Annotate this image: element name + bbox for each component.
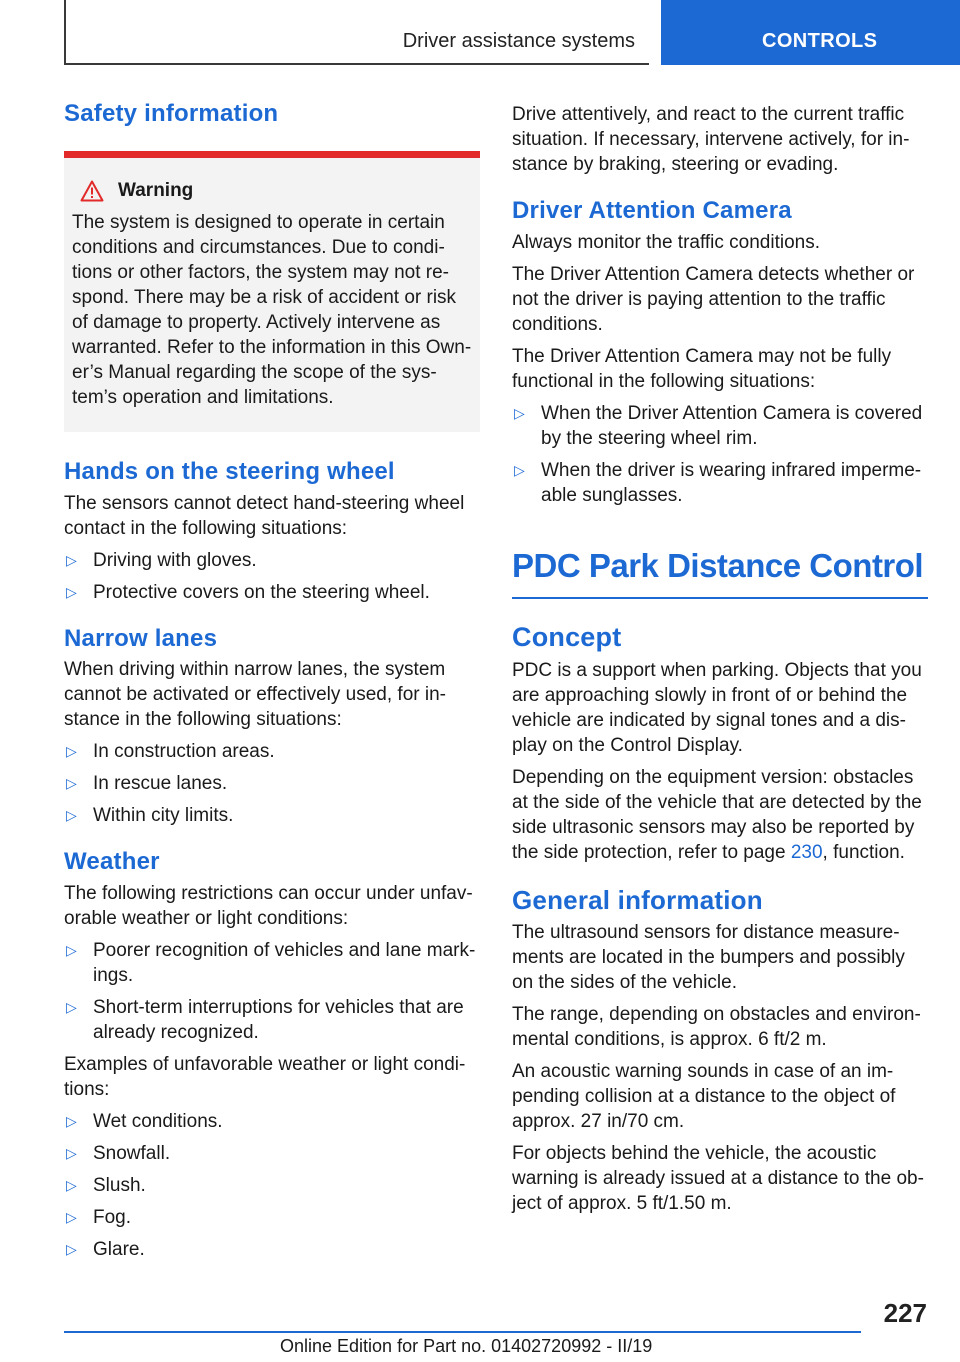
camera-para-1: Always monitor the traffic conditions. — [512, 231, 821, 253]
warning-text: The system is designed to operate in certain conditions and circumstances. Due to condi-tions or other factors, the system may not re-spond. There may be a risk of accident or risk of damage to property. Actively intervene as warranted. Refer to the information in this Own-er’s Manual regarding the scope of the sys-tem’s operation and limitations. — [72, 211, 472, 408]
list-item: ▷ In construction areas. — [66, 741, 275, 763]
safety-information-heading: Safety information — [64, 100, 279, 127]
hands-intro: The sensors cannot detect hand-steering wheel contact in the following situations: — [64, 492, 465, 539]
bullet-triangle-icon: ▷ — [66, 999, 77, 1016]
narrow-intro: When driving within narrow lanes, the system cannot be activated or effectively used, for in-stance in the following situations: — [64, 659, 446, 731]
chapter-rule — [512, 597, 928, 599]
weather-heading: Weather — [64, 848, 160, 876]
right-column — [512, 102, 928, 1216]
warning-triangle-icon — [80, 180, 104, 202]
pdc-chapter-title: PDC Park Distance Control — [512, 546, 924, 584]
hands-on-wheel-heading: Hands on the steering wheel — [64, 457, 395, 485]
camera-para-3: The Driver Attention Camera may not be fully functional in the following situations: — [512, 345, 892, 392]
bullet-triangle-icon: ▷ — [66, 1177, 77, 1194]
controls-tab-label: CONTROLS — [762, 30, 878, 52]
bullet-triangle-icon: ▷ — [66, 775, 77, 792]
controls-tab[interactable] — [661, 0, 960, 65]
weather-intro: The following restrictions can occur under unfav-orable weather or light conditions: — [64, 883, 473, 930]
page-230-link[interactable]: 230 — [790, 841, 823, 863]
weather-list — [64, 938, 480, 1045]
list-item: ▷ Short-term interruptions for vehicles that are already recognized. — [66, 997, 464, 1044]
footer-edition-text: Online Edition for Part no. 01402720992 - II/19 — [280, 1336, 653, 1356]
list-item: ▷ When the driver is wearing infrared imperme-able sunglasses. — [514, 459, 922, 506]
concept-para-1: PDC is a support when parking. Objects that you are approaching slowly in front of or behind the vehicle are indicated by signal tones and a dis-play on the Control Display. — [512, 659, 922, 756]
concept-para-2: Depending on the equipment version: obstacles at the side of the vehicle that are detected by the side ultrasonic sensors may also be reported by the side protection, refer to page 230, function. — [512, 766, 922, 863]
hands-list — [64, 548, 480, 605]
warning-title: Warning — [118, 179, 194, 201]
list-item: ▷ Driving with gloves. — [66, 549, 257, 571]
general-para-2: The range, depending on obstacles and environ-mental conditions, is approx. 6 ft/2 m. — [512, 1003, 921, 1050]
footer-rule — [64, 1331, 861, 1333]
list-item: ▷ Poorer recognition of vehicles and lane mark-ings. — [66, 940, 476, 987]
bullet-triangle-icon: ▷ — [66, 1113, 77, 1130]
drive-attentively-text: Drive attentively, and react to the current traffic situation. If necessary, intervene actively, for in-stance by braking, steering or evading. — [512, 104, 910, 175]
list-item: ▷ Wet conditions. — [66, 1111, 223, 1133]
warning-header — [72, 180, 472, 202]
narrow-list — [64, 739, 480, 828]
general-information-heading: General information — [512, 884, 763, 915]
bullet-triangle-icon: ▷ — [66, 743, 77, 760]
bullet-triangle-icon: ▷ — [66, 942, 77, 959]
general-para-3: An acoustic warning sounds in case of an im-pending collision at a distance to the object of approx. 27 in/70 cm. — [512, 1060, 896, 1132]
header-bottom-rule — [64, 63, 649, 65]
warning-box — [64, 151, 480, 432]
weather-examples-list — [64, 1109, 480, 1262]
driver-attention-camera-heading: Driver Attention Camera — [512, 197, 792, 224]
bullet-triangle-icon: ▷ — [66, 807, 77, 824]
concept-heading: Concept — [512, 622, 622, 653]
list-item: ▷ Fog. — [66, 1207, 132, 1229]
bullet-triangle-icon: ▷ — [514, 461, 525, 478]
bullet-triangle-icon: ▷ — [66, 551, 77, 568]
general-para-1: The ultrasound sensors for distance measure-ments are located in the bumpers and possibly on the sides of the vehicle. — [512, 921, 905, 993]
page-number: 227 — [883, 1298, 927, 1328]
bullet-triangle-icon: ▷ — [66, 1241, 77, 1258]
bullet-triangle-icon: ▷ — [514, 404, 525, 421]
list-item: ▷ When the Driver Attention Camera is covered by the steering wheel rim. — [514, 402, 923, 449]
bullet-triangle-icon: ▷ — [66, 1145, 77, 1162]
narrow-lanes-heading: Narrow lanes — [64, 624, 218, 652]
general-para-4: For objects behind the vehicle, the acoustic warning is already issued at a distance to the ob-ject of approx. 5 ft/1.50 m. — [512, 1142, 924, 1214]
list-item: ▷ Protective covers on the steering wheel. — [66, 581, 430, 603]
list-item: ▷ Snowfall. — [66, 1143, 171, 1165]
list-item: ▷ Within city limits. — [66, 805, 234, 827]
list-item: ▷ In rescue lanes. — [66, 773, 228, 795]
bullet-triangle-icon: ▷ — [66, 1209, 77, 1226]
list-item: ▷ Slush. — [66, 1175, 146, 1197]
header-left-rule — [64, 0, 66, 64]
header-section-title: Driver assistance systems — [402, 30, 635, 52]
camera-list — [512, 401, 928, 508]
list-item: ▷ Glare. — [66, 1239, 145, 1261]
left-column — [64, 100, 480, 1262]
bullet-triangle-icon: ▷ — [66, 583, 77, 600]
camera-para-2: The Driver Attention Camera detects whether or not the driver is paying attention to the traffic conditions. — [512, 263, 915, 335]
weather-examples-intro: Examples of unfavorable weather or light condi-tions: — [64, 1054, 466, 1101]
